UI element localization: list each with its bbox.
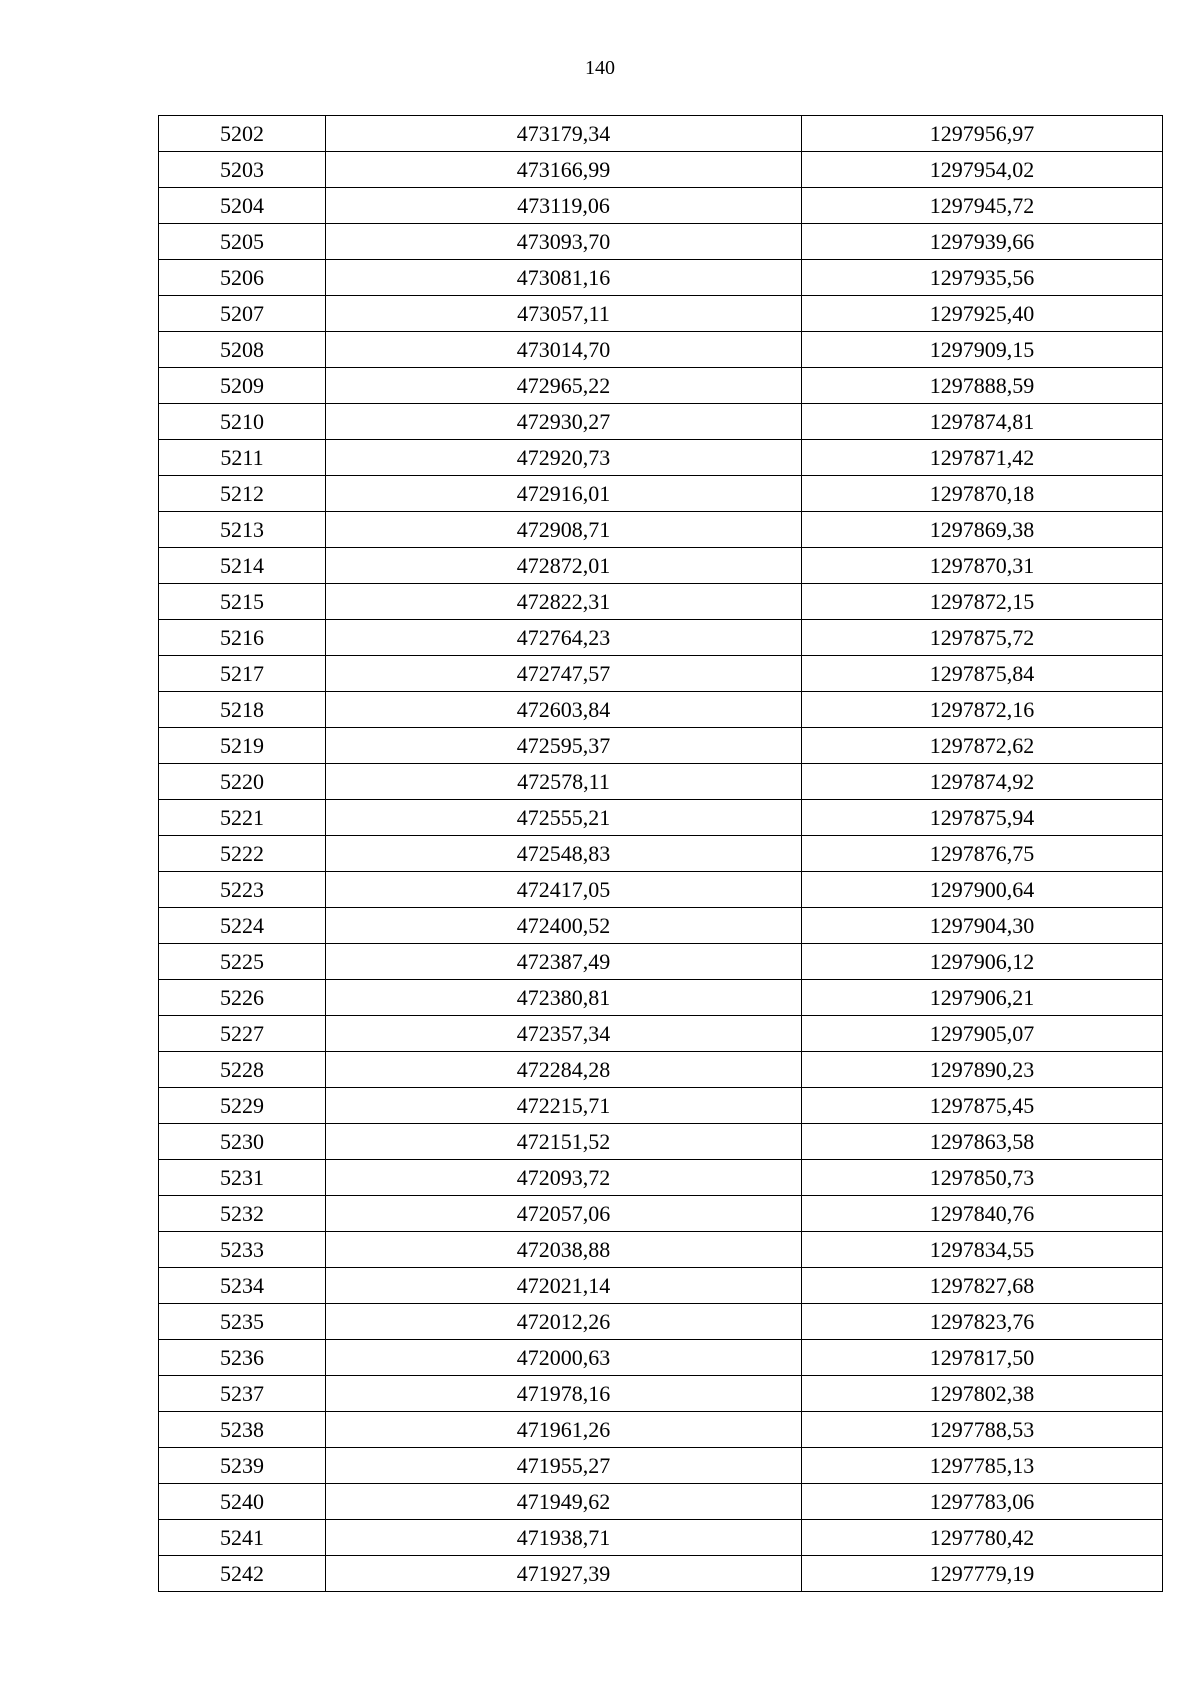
x-coordinate-cell: 473093,70 xyxy=(326,224,802,260)
y-coordinate-cell: 1297872,16 xyxy=(802,692,1163,728)
x-coordinate-cell: 472930,27 xyxy=(326,404,802,440)
table-row xyxy=(159,1304,1163,1340)
table-row xyxy=(159,656,1163,692)
y-coordinate-cell: 1297945,72 xyxy=(802,188,1163,224)
point-number-cell: 5205 xyxy=(159,224,326,260)
x-coordinate-cell: 472387,49 xyxy=(326,944,802,980)
table-row xyxy=(159,476,1163,512)
table-row xyxy=(159,1160,1163,1196)
table-row xyxy=(159,188,1163,224)
table-row xyxy=(159,1376,1163,1412)
x-coordinate-cell: 472400,52 xyxy=(326,908,802,944)
table-row xyxy=(159,1556,1163,1592)
table-row xyxy=(159,764,1163,800)
x-coordinate-cell: 472417,05 xyxy=(326,872,802,908)
x-coordinate-cell: 473014,70 xyxy=(326,332,802,368)
y-coordinate-cell: 1297906,12 xyxy=(802,944,1163,980)
x-coordinate-cell: 471938,71 xyxy=(326,1520,802,1556)
y-coordinate-cell: 1297890,23 xyxy=(802,1052,1163,1088)
y-coordinate-cell: 1297783,06 xyxy=(802,1484,1163,1520)
y-coordinate-cell: 1297888,59 xyxy=(802,368,1163,404)
x-coordinate-cell: 471961,26 xyxy=(326,1412,802,1448)
y-coordinate-cell: 1297900,64 xyxy=(802,872,1163,908)
point-number-cell: 5232 xyxy=(159,1196,326,1232)
y-coordinate-cell: 1297802,38 xyxy=(802,1376,1163,1412)
table-row xyxy=(159,1484,1163,1520)
point-number-cell: 5226 xyxy=(159,980,326,1016)
table-row xyxy=(159,368,1163,404)
x-coordinate-cell: 473179,34 xyxy=(326,116,802,152)
x-coordinate-cell: 471927,39 xyxy=(326,1556,802,1592)
x-coordinate-cell: 472038,88 xyxy=(326,1232,802,1268)
table-row xyxy=(159,1016,1163,1052)
coordinates-table xyxy=(158,115,1163,1592)
point-number-cell: 5215 xyxy=(159,584,326,620)
point-number-cell: 5218 xyxy=(159,692,326,728)
point-number-cell: 5203 xyxy=(159,152,326,188)
x-coordinate-cell: 472578,11 xyxy=(326,764,802,800)
table-row xyxy=(159,1088,1163,1124)
table-row xyxy=(159,836,1163,872)
point-number-cell: 5229 xyxy=(159,1088,326,1124)
y-coordinate-cell: 1297872,62 xyxy=(802,728,1163,764)
table-row xyxy=(159,404,1163,440)
table-row xyxy=(159,1124,1163,1160)
point-number-cell: 5242 xyxy=(159,1556,326,1592)
x-coordinate-cell: 472872,01 xyxy=(326,548,802,584)
x-coordinate-cell: 472548,83 xyxy=(326,836,802,872)
point-number-cell: 5211 xyxy=(159,440,326,476)
y-coordinate-cell: 1297823,76 xyxy=(802,1304,1163,1340)
x-coordinate-cell: 472555,21 xyxy=(326,800,802,836)
point-number-cell: 5221 xyxy=(159,800,326,836)
y-coordinate-cell: 1297939,66 xyxy=(802,224,1163,260)
x-coordinate-cell: 473081,16 xyxy=(326,260,802,296)
point-number-cell: 5220 xyxy=(159,764,326,800)
point-number-cell: 5228 xyxy=(159,1052,326,1088)
x-coordinate-cell: 472380,81 xyxy=(326,980,802,1016)
table-row xyxy=(159,1268,1163,1304)
point-number-cell: 5227 xyxy=(159,1016,326,1052)
point-number-cell: 5217 xyxy=(159,656,326,692)
point-number-cell: 5230 xyxy=(159,1124,326,1160)
y-coordinate-cell: 1297780,42 xyxy=(802,1520,1163,1556)
y-coordinate-cell: 1297850,73 xyxy=(802,1160,1163,1196)
table-row xyxy=(159,1232,1163,1268)
point-number-cell: 5225 xyxy=(159,944,326,980)
point-number-cell: 5231 xyxy=(159,1160,326,1196)
y-coordinate-cell: 1297834,55 xyxy=(802,1232,1163,1268)
x-coordinate-cell: 472021,14 xyxy=(326,1268,802,1304)
x-coordinate-cell: 472357,34 xyxy=(326,1016,802,1052)
y-coordinate-cell: 1297863,58 xyxy=(802,1124,1163,1160)
x-coordinate-cell: 471978,16 xyxy=(326,1376,802,1412)
point-number-cell: 5237 xyxy=(159,1376,326,1412)
table-row xyxy=(159,728,1163,764)
x-coordinate-cell: 472747,57 xyxy=(326,656,802,692)
x-coordinate-cell: 472012,26 xyxy=(326,1304,802,1340)
y-coordinate-cell: 1297785,13 xyxy=(802,1448,1163,1484)
point-number-cell: 5235 xyxy=(159,1304,326,1340)
x-coordinate-cell: 472965,22 xyxy=(326,368,802,404)
table-row xyxy=(159,260,1163,296)
x-coordinate-cell: 472595,37 xyxy=(326,728,802,764)
x-coordinate-cell: 472920,73 xyxy=(326,440,802,476)
x-coordinate-cell: 472093,72 xyxy=(326,1160,802,1196)
table-row xyxy=(159,1412,1163,1448)
x-coordinate-cell: 471955,27 xyxy=(326,1448,802,1484)
y-coordinate-cell: 1297956,97 xyxy=(802,116,1163,152)
y-coordinate-cell: 1297876,75 xyxy=(802,836,1163,872)
y-coordinate-cell: 1297875,45 xyxy=(802,1088,1163,1124)
table-row xyxy=(159,692,1163,728)
point-number-cell: 5233 xyxy=(159,1232,326,1268)
table-row xyxy=(159,800,1163,836)
x-coordinate-cell: 472151,52 xyxy=(326,1124,802,1160)
point-number-cell: 5209 xyxy=(159,368,326,404)
x-coordinate-cell: 471949,62 xyxy=(326,1484,802,1520)
y-coordinate-cell: 1297905,07 xyxy=(802,1016,1163,1052)
table-row xyxy=(159,872,1163,908)
y-coordinate-cell: 1297870,31 xyxy=(802,548,1163,584)
x-coordinate-cell: 472000,63 xyxy=(326,1340,802,1376)
table-row xyxy=(159,1340,1163,1376)
x-coordinate-cell: 472215,71 xyxy=(326,1088,802,1124)
point-number-cell: 5213 xyxy=(159,512,326,548)
point-number-cell: 5223 xyxy=(159,872,326,908)
table-row xyxy=(159,332,1163,368)
table-row xyxy=(159,908,1163,944)
point-number-cell: 5241 xyxy=(159,1520,326,1556)
point-number-cell: 5239 xyxy=(159,1448,326,1484)
table-row xyxy=(159,1448,1163,1484)
y-coordinate-cell: 1297935,56 xyxy=(802,260,1163,296)
y-coordinate-cell: 1297906,21 xyxy=(802,980,1163,1016)
point-number-cell: 5219 xyxy=(159,728,326,764)
y-coordinate-cell: 1297817,50 xyxy=(802,1340,1163,1376)
y-coordinate-cell: 1297872,15 xyxy=(802,584,1163,620)
table-row xyxy=(159,584,1163,620)
table-row xyxy=(159,224,1163,260)
coordinates-table-body xyxy=(159,116,1163,1592)
table-row xyxy=(159,1052,1163,1088)
y-coordinate-cell: 1297954,02 xyxy=(802,152,1163,188)
point-number-cell: 5224 xyxy=(159,908,326,944)
table-row xyxy=(159,1196,1163,1232)
table-row xyxy=(159,548,1163,584)
y-coordinate-cell: 1297875,72 xyxy=(802,620,1163,656)
y-coordinate-cell: 1297875,84 xyxy=(802,656,1163,692)
point-number-cell: 5234 xyxy=(159,1268,326,1304)
x-coordinate-cell: 472764,23 xyxy=(326,620,802,656)
table-row xyxy=(159,296,1163,332)
point-number-cell: 5206 xyxy=(159,260,326,296)
table-row xyxy=(159,980,1163,1016)
y-coordinate-cell: 1297874,81 xyxy=(802,404,1163,440)
y-coordinate-cell: 1297904,30 xyxy=(802,908,1163,944)
y-coordinate-cell: 1297871,42 xyxy=(802,440,1163,476)
y-coordinate-cell: 1297909,15 xyxy=(802,332,1163,368)
x-coordinate-cell: 472284,28 xyxy=(326,1052,802,1088)
x-coordinate-cell: 473057,11 xyxy=(326,296,802,332)
table-row xyxy=(159,152,1163,188)
table-row xyxy=(159,512,1163,548)
y-coordinate-cell: 1297925,40 xyxy=(802,296,1163,332)
x-coordinate-cell: 472822,31 xyxy=(326,584,802,620)
page-number: 140 xyxy=(585,57,615,79)
y-coordinate-cell: 1297875,94 xyxy=(802,800,1163,836)
table-row xyxy=(159,116,1163,152)
point-number-cell: 5207 xyxy=(159,296,326,332)
x-coordinate-cell: 472908,71 xyxy=(326,512,802,548)
point-number-cell: 5216 xyxy=(159,620,326,656)
point-number-cell: 5238 xyxy=(159,1412,326,1448)
point-number-cell: 5202 xyxy=(159,116,326,152)
point-number-cell: 5214 xyxy=(159,548,326,584)
y-coordinate-cell: 1297870,18 xyxy=(802,476,1163,512)
y-coordinate-cell: 1297874,92 xyxy=(802,764,1163,800)
table-row xyxy=(159,944,1163,980)
point-number-cell: 5204 xyxy=(159,188,326,224)
table-row xyxy=(159,440,1163,476)
x-coordinate-cell: 472603,84 xyxy=(326,692,802,728)
table-row xyxy=(159,1520,1163,1556)
table-row xyxy=(159,620,1163,656)
point-number-cell: 5222 xyxy=(159,836,326,872)
point-number-cell: 5236 xyxy=(159,1340,326,1376)
point-number-cell: 5208 xyxy=(159,332,326,368)
y-coordinate-cell: 1297869,38 xyxy=(802,512,1163,548)
point-number-cell: 5240 xyxy=(159,1484,326,1520)
point-number-cell: 5210 xyxy=(159,404,326,440)
x-coordinate-cell: 473166,99 xyxy=(326,152,802,188)
y-coordinate-cell: 1297788,53 xyxy=(802,1412,1163,1448)
x-coordinate-cell: 472916,01 xyxy=(326,476,802,512)
y-coordinate-cell: 1297840,76 xyxy=(802,1196,1163,1232)
y-coordinate-cell: 1297827,68 xyxy=(802,1268,1163,1304)
y-coordinate-cell: 1297779,19 xyxy=(802,1556,1163,1592)
x-coordinate-cell: 472057,06 xyxy=(326,1196,802,1232)
x-coordinate-cell: 473119,06 xyxy=(326,188,802,224)
point-number-cell: 5212 xyxy=(159,476,326,512)
